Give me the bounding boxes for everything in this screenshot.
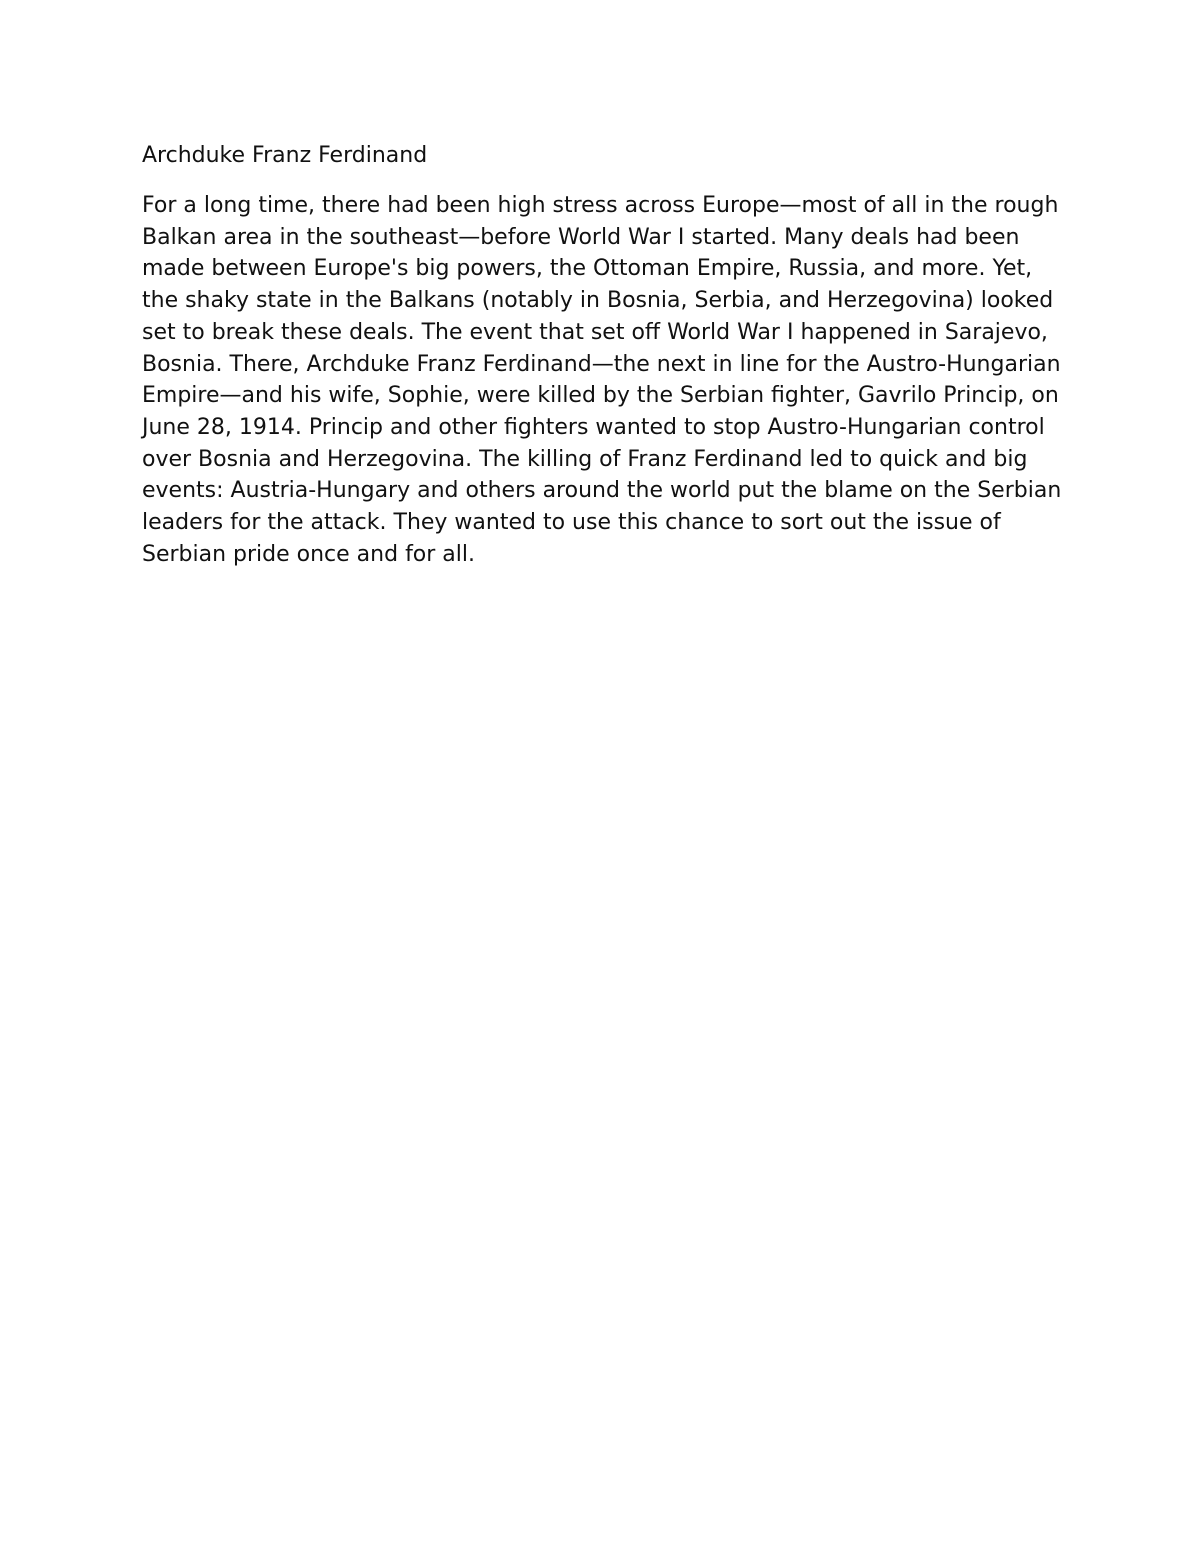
document-title: Archduke Franz Ferdinand [142,143,428,168]
document-body [142,142,1072,570]
body-paragraph: For a long time, there had been high stress across Europe—most of all in the rough Balkan area in the southeast—before World War I started. Many deals had been made between Europe's big powers, the Ottoman Empire, Russia, and more. Yet, the shaky state in the Balkans (notably in Bosnia, Serbia, and Herzegovina) looked set to break these deals. The event that set off World War I happened in Sarajevo, Bosnia. There, Archduke Franz Ferdinand—the next in line for the Austro-Hungarian Empire—and his wife, Sophie, were killed by the Serbian fighter, Gavrilo Princip, on June 28, 1914. Princip and other fighters wanted to stop Austro-Hungarian control over Bosnia and Herzegovina. The killing of Franz Ferdinand led to quick and big events: Austria-Hungary and others around the world put the blame on the Serbian leaders for the attack. They wanted to use this chance to sort out the issue of Serbian pride once and for all. [142,193,1062,567]
